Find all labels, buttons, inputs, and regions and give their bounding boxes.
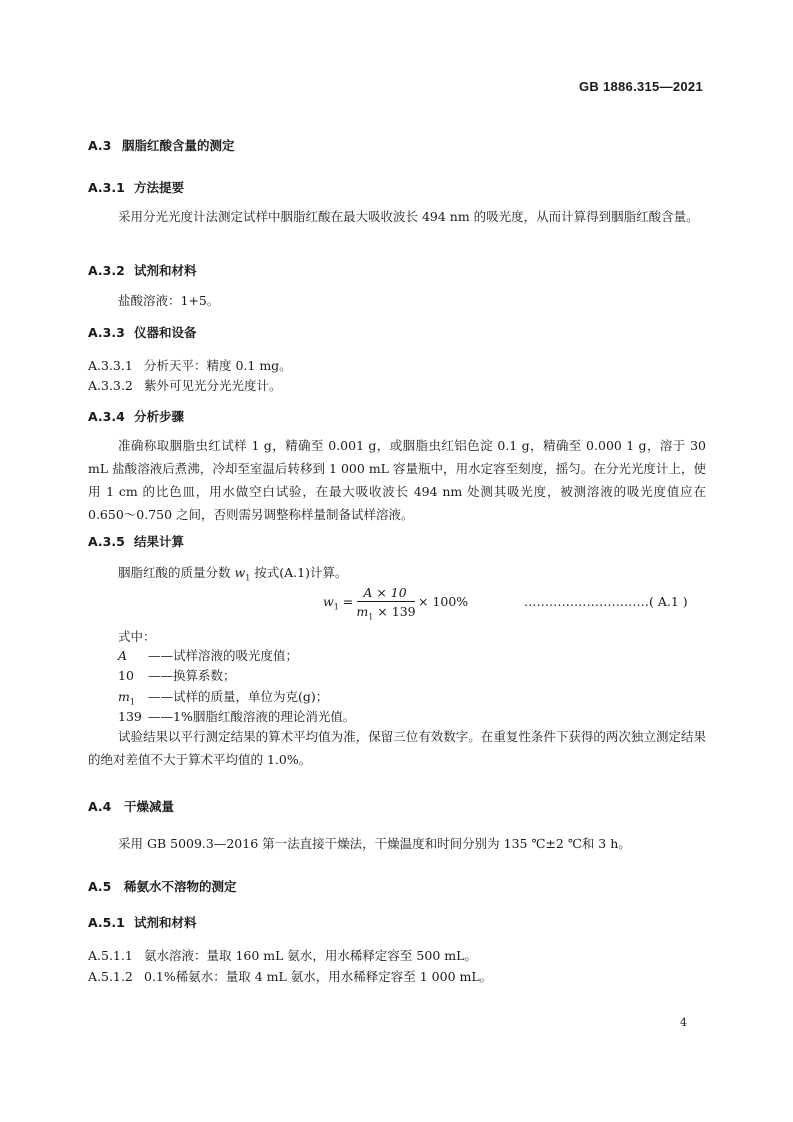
- formula-tail: × 100%: [418, 594, 469, 609]
- paragraph-drying-loss: 采用 GB 5009.3—2016 第一法直接干燥法，干燥温度和时间分别为 135 ℃±2 ℃和 3 h。: [118, 836, 631, 851]
- formula-numerator: A × 10: [363, 585, 407, 600]
- definition-item: A ——试样溶液的吸光度值；: [118, 648, 299, 663]
- paragraph-method-summary: 采用分光光度计法测定试样中胭脂红酸在最大吸收波长 494 nm 的吸光度，从而计算得到胭脂红酸含量。: [118, 209, 699, 224]
- section-title: 仪器和设备: [134, 325, 197, 340]
- item-text: 0.1%稀氨水：量取 4 mL 氨水，用水稀释定容至 1 000 mL。: [144, 969, 493, 984]
- section-title: 试剂和材料: [134, 915, 197, 930]
- section-heading-a35: [88, 532, 184, 550]
- item-text: 氨水溶液：量取 160 mL 氨水，用水稀释定容至 500 mL。: [144, 948, 477, 963]
- section-heading-a32: [88, 261, 197, 279]
- section-title: 胭脂红酸含量的测定: [122, 138, 235, 153]
- page-number: 4: [680, 1016, 687, 1029]
- section-heading-a34: [88, 407, 184, 425]
- definition-item: 10 ——换算系数；: [118, 668, 236, 683]
- section-number: A.3.2: [88, 263, 125, 278]
- section-heading-a51: [88, 913, 197, 931]
- section-heading-a4: [88, 797, 174, 815]
- section-title: 方法提要: [134, 180, 185, 195]
- item-number: A.5.1.1: [88, 948, 133, 963]
- paragraph-reagents: 盐酸溶液：1+5。: [118, 293, 220, 308]
- list-item: [88, 356, 292, 374]
- section-number: A.3.1: [88, 180, 125, 195]
- list-item: [88, 946, 477, 964]
- list-item: [88, 376, 282, 394]
- variable-w: w: [234, 565, 246, 580]
- section-title: 干燥减量: [124, 799, 175, 814]
- formula-tag: …………………………( A.1 ): [524, 594, 688, 609]
- section-heading-a31: [88, 178, 184, 196]
- section-number: A.4: [88, 799, 112, 814]
- section-heading-a33: [88, 323, 197, 341]
- item-number: A.3.3.1: [88, 358, 133, 373]
- formula-denominator: $m_1 \times 139$: [356, 604, 416, 622]
- section-number: A.3.4: [88, 409, 125, 424]
- standard-number: GB 1886.315—2021: [578, 79, 703, 94]
- where-label: 式中：: [118, 629, 156, 644]
- fraction-line: [357, 601, 415, 602]
- paragraph-result: 试验结果以平行测定结果的算术平均值为准，保留三位有效数字。在重复性条件下获得的两次独立测定结果的绝对差值不大于算术平均值的 1.0%。: [88, 729, 706, 767]
- definition-item: $m_1$ ——试样的质量，单位为克(g)；: [118, 689, 329, 707]
- section-number: A.5.1: [88, 915, 125, 930]
- section-number: A.5: [88, 879, 112, 894]
- item-number: A.5.1.2: [88, 969, 133, 984]
- calculation-intro: 胭脂红酸的质量分数 $w_1$ 按式(A.1)计算。: [118, 565, 348, 583]
- definition-item: 139 ——1%胭脂红酸溶液的理论消光值。: [118, 709, 356, 724]
- section-number: A.3: [88, 138, 112, 153]
- item-text: 分析天平：精度 0.1 mg。: [144, 358, 292, 373]
- item-text: 紫外可见光分光光度计。: [144, 378, 282, 393]
- section-number: A.3.3: [88, 325, 125, 340]
- section-heading-a3: [88, 136, 235, 154]
- item-number: A.3.3.2: [88, 378, 133, 393]
- section-title: 稀氨水不溶物的测定: [124, 879, 237, 894]
- paragraph-procedure: 准确称取胭脂虫红试样 1 g，精确至 0.001 g，或胭脂虫红铝色淀 0.1 g，精确至 0.000 1 g，溶于 30 mL 盐酸溶液后煮沸，冷却至室温后转移到 1 000 mL 容量瓶中，用水定容至刻度，摇匀。在分光光度计上，使用 1 cm 的比色皿，用水做空白试验，在最大吸收波长 494 nm 处测其吸光度，被测溶液的吸光度值应在 0.650～0.750 之间，否则需另调整称样量制备试样溶液。: [88, 438, 706, 522]
- section-title: 结果计算: [134, 534, 185, 549]
- section-title: 分析步骤: [134, 409, 185, 424]
- formula-lhs: $w_1$ =: [323, 594, 354, 612]
- section-heading-a5: [88, 877, 237, 895]
- section-title: 试剂和材料: [134, 263, 197, 278]
- section-number: A.3.5: [88, 534, 125, 549]
- list-item: [88, 967, 492, 985]
